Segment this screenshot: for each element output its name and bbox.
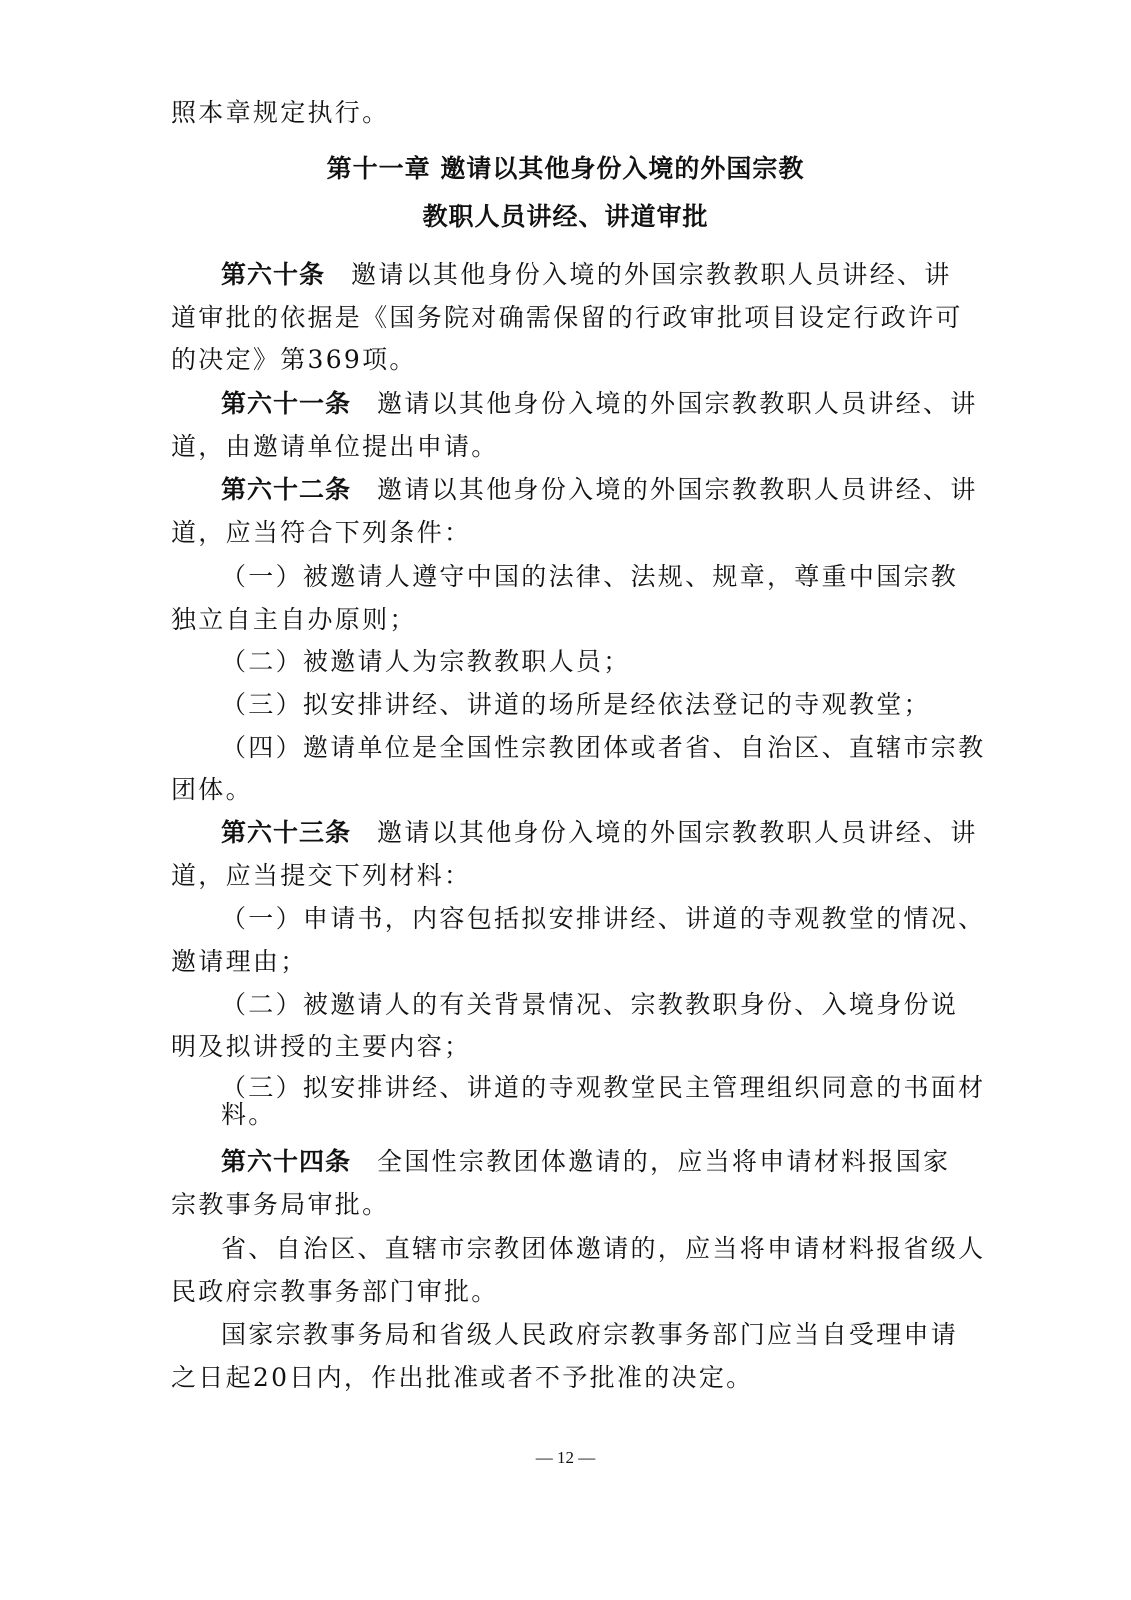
article-60 (221, 258, 961, 292)
article-63-line2: 道，应当提交下列材料： (171, 861, 472, 890)
article-64-line2: 宗教事务局审批。 (171, 1190, 390, 1219)
article-63 (221, 816, 978, 850)
list-item: （三）拟安排讲经、讲道的寺观教堂民主管理组织同意的书面材 (221, 1073, 986, 1102)
article-text: 邀请以其他身份入境的外国宗教教职人员讲经、讲 (351, 260, 952, 289)
article-64 (221, 1145, 961, 1179)
article-label: 第六十二条 (221, 475, 352, 504)
article-text: 邀请以其他身份入境的外国宗教教职人员讲经、讲 (377, 818, 978, 847)
article-text: 全国性宗教团体邀请的，应当将申请材料报国家 (377, 1147, 951, 1176)
list-item: （二）被邀请人的有关背景情况、宗教教职身份、入境身份说 (221, 990, 959, 1019)
list-item: （三）拟安排讲经、讲道的场所是经依法登记的寺观教堂； (221, 690, 931, 719)
list-item: （一）申请书，内容包括拟安排讲经、讲道的寺观教堂的情况、 (221, 904, 986, 933)
page-number: — 12 — (535, 1448, 596, 1467)
list-item-continuation: 邀请理由； (171, 947, 308, 976)
article-label: 第六十三条 (221, 818, 352, 847)
article-label: 第六十一条 (221, 389, 352, 418)
article-label: 第六十四条 (221, 1147, 352, 1176)
article-64-p2-line2: 民政府宗教事务部门审批。 (171, 1277, 499, 1306)
list-item-continuation: 团体。 (171, 775, 253, 804)
article-60-line3: 的决定》第369项。 (171, 345, 417, 374)
list-item-continuation: 明及拟讲授的主要内容； (171, 1032, 472, 1061)
article-text: 邀请以其他身份入境的外国宗教教职人员讲经、讲 (377, 389, 978, 418)
article-label: 第六十条 (221, 260, 326, 289)
article-64-p3-line2: 之日起20日内，作出批准或者不予批准的决定。 (171, 1363, 754, 1392)
article-text: 邀请以其他身份入境的外国宗教教职人员讲经、讲 (377, 475, 978, 504)
list-item-continuation: 料。 (221, 1100, 276, 1129)
article-62-line2: 道，应当符合下列条件： (171, 518, 472, 547)
article-60-line2: 道审批的依据是《国务院对确需保留的行政审批项目设定行政许可 (171, 303, 963, 332)
chapter-title-line2: 教职人员讲经、讲道审批 (422, 202, 709, 231)
article-62 (221, 473, 978, 507)
article-61-line2: 道，由邀请单位提出申请。 (171, 432, 499, 461)
article-64-p2-line1: 省、自治区、直辖市宗教团体邀请的，应当将申请材料报省级人 (221, 1234, 986, 1263)
continuation-line: 照本章规定执行。 (171, 98, 390, 127)
chapter-title-line1: 第十一章 邀请以其他身份入境的外国宗教 (326, 154, 805, 183)
article-61 (221, 387, 978, 421)
list-item: （一）被邀请人遵守中国的法律、法规、规章，尊重中国宗教 (221, 562, 959, 591)
list-item-continuation: 独立自主自办原则； (171, 605, 417, 634)
list-item: （四）邀请单位是全国性宗教团体或者省、自治区、直辖市宗教 (221, 733, 986, 762)
article-64-p3-line1: 国家宗教事务局和省级人民政府宗教事务部门应当自受理申请 (221, 1320, 959, 1349)
list-item: （二）被邀请人为宗教教职人员； (221, 647, 631, 676)
